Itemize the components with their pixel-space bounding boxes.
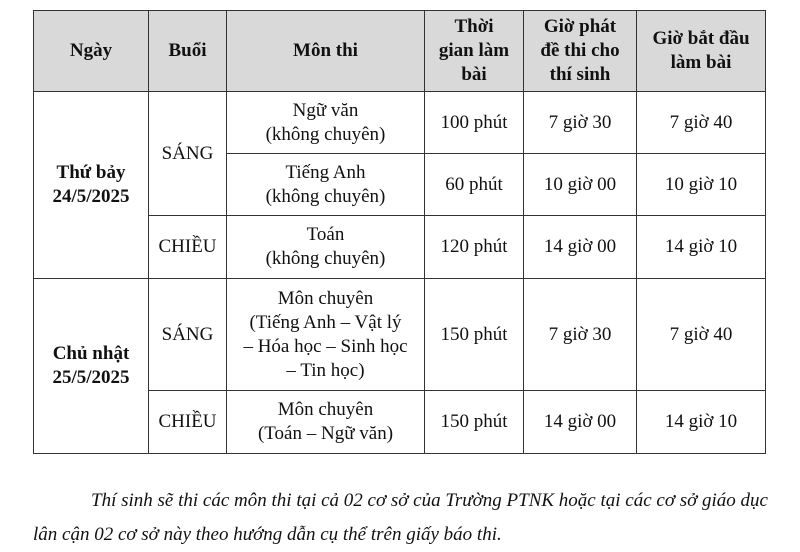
header-start-line: Giờ bắt đầu <box>652 28 750 49</box>
header-date <box>34 11 149 92</box>
session-cell <box>149 279 227 391</box>
header-start <box>637 11 766 92</box>
header-distribute <box>524 11 637 92</box>
duration-cell: 120 phút <box>425 216 524 279</box>
distribute-time-cell: 7 giờ 30 <box>524 279 637 391</box>
subject-line: Môn chuyên <box>277 399 374 420</box>
start-time-cell: 7 giờ 40 <box>637 92 766 154</box>
subject-line: (không chuyên) <box>265 123 386 145</box>
header-date-label: Ngày <box>69 40 113 61</box>
subject-line: (Toán – Ngữ văn) <box>257 423 394 444</box>
distribute-time-cell: 14 giờ 00 <box>524 391 637 454</box>
subject-line: (Tiếng Anh – Vật lý <box>249 311 402 333</box>
date-cell <box>34 279 149 454</box>
date-value: 24/5/2025 <box>52 186 130 207</box>
subject-line: Toán <box>306 224 345 245</box>
date-value: 25/5/2025 <box>52 367 130 388</box>
header-session-label: Buổi <box>168 40 207 61</box>
subject-line: (không chuyên) <box>265 248 386 269</box>
session-label: CHIỀU <box>158 236 217 257</box>
table-row <box>34 92 766 154</box>
exam-location-note: Thí sinh sẽ thi các môn thi tại cả 02 cơ sở của Trường PTNK hoặc tại các cơ sở giáo dục lân cận 02 cơ sở này theo hướng dẫn cụ thể trên giấy báo thi. <box>33 490 768 545</box>
subject-line: Môn chuyên <box>277 287 374 309</box>
subject-line: – Hóa học – Sinh học <box>243 335 408 357</box>
subject-line: (không chuyên) <box>265 185 386 207</box>
header-session <box>149 11 227 92</box>
header-duration <box>425 11 524 92</box>
distribute-time-cell: 10 giờ 00 <box>524 154 637 216</box>
session-cell <box>149 391 227 454</box>
date-weekday: Chủ nhật <box>52 343 130 364</box>
header-subject <box>227 11 425 92</box>
start-time-cell: 7 giờ 40 <box>637 279 766 391</box>
date-cell <box>34 92 149 279</box>
subject-cell <box>227 154 425 216</box>
header-start-line: làm bài <box>670 52 732 73</box>
subject-line: Tiếng Anh <box>285 161 366 183</box>
start-time-cell: 10 giờ 10 <box>637 154 766 216</box>
session-label: SÁNG <box>161 323 214 345</box>
distribute-time-cell: 7 giờ 30 <box>524 92 637 154</box>
session-label: SÁNG <box>161 142 214 164</box>
duration-cell: 100 phút <box>425 92 524 154</box>
duration-cell: 150 phút <box>425 391 524 454</box>
session-cell <box>149 92 227 216</box>
subject-cell <box>227 92 425 154</box>
header-subject-label: Môn thi <box>293 40 358 61</box>
session-label: CHIỀU <box>158 411 217 432</box>
duration-cell: 150 phút <box>425 279 524 391</box>
session-cell <box>149 216 227 279</box>
table-row <box>34 279 766 391</box>
header-distribute-line: thí sinh <box>549 64 611 85</box>
start-time-cell: 14 giờ 10 <box>637 216 766 279</box>
start-time-cell: 14 giờ 10 <box>637 391 766 454</box>
subject-line: – Tin học) <box>286 359 365 381</box>
header-duration-line: bài <box>461 64 487 85</box>
header-duration-line: Thời <box>454 16 494 37</box>
exam-schedule-table <box>33 10 766 454</box>
subject-cell <box>227 391 425 454</box>
header-duration-line: gian làm <box>438 40 510 61</box>
header-distribute-line: Giờ phát <box>543 16 617 37</box>
date-weekday: Thứ bảy <box>56 162 126 183</box>
header-distribute-line: đề thi cho <box>540 40 620 61</box>
header-row <box>34 11 766 92</box>
duration-cell: 60 phút <box>425 154 524 216</box>
subject-cell <box>227 216 425 279</box>
subject-line: Ngữ văn <box>292 99 359 121</box>
distribute-time-cell: 14 giờ 00 <box>524 216 637 279</box>
subject-cell <box>227 279 425 391</box>
